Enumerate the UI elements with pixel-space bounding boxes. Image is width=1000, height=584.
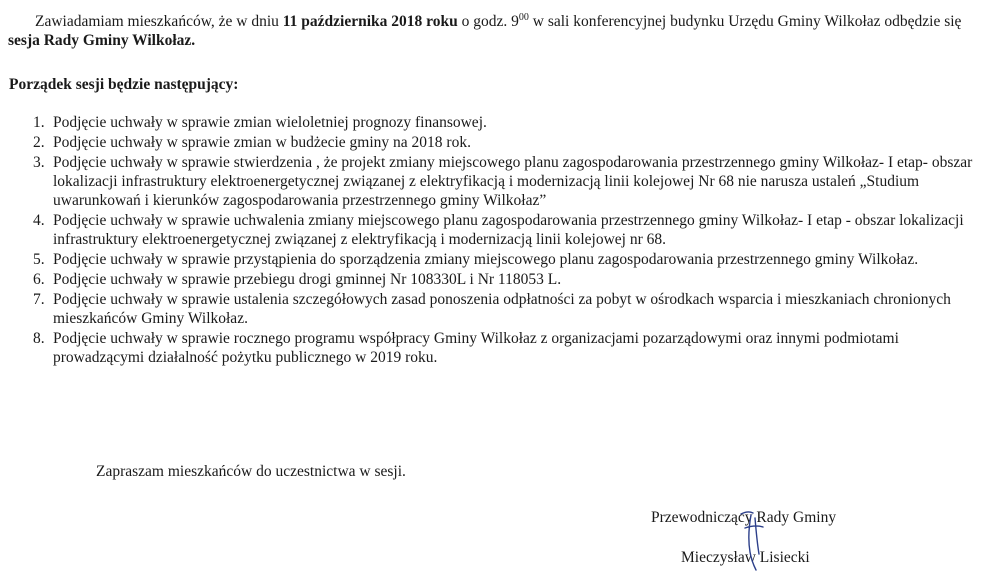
agenda-item-number: 2. bbox=[33, 134, 45, 151]
session-date: 11 października 2018 roku bbox=[282, 13, 458, 30]
agenda-item bbox=[33, 211, 988, 249]
agenda-item-text: Podjęcie uchwały w sprawie zmian w budżecie gminy na 2018 rok. bbox=[53, 134, 471, 151]
agenda-item-text: Podjęcie uchwały w sprawie uchwalenia zmiany miejscowego planu zagospodarowania przestrzennego gminy Wilkołaz- I etap - obszar lokalizacji infrastruktury elektroenergetycznej związanej z elektryfikacją i modernizacją linii kolejowej nr 68. bbox=[53, 212, 964, 248]
intro-text-1: Zawiadamiam mieszkańców, że w dniu bbox=[35, 13, 283, 30]
agenda-item-number: 7. bbox=[33, 291, 45, 308]
agenda-list bbox=[33, 113, 988, 368]
agenda-item bbox=[33, 133, 988, 152]
agenda-item-text: Podjęcie uchwały w sprawie przystąpienia do sporządzenia zmiany miejscowego planu zagospodarowania przestrzennego gminy Wilkołaz. bbox=[53, 251, 919, 268]
agenda-item-number: 8. bbox=[33, 330, 45, 347]
intro-text-3: w sali konferencyjnej budynku Urzędu Gminy Wilkołaz odbędzie się bbox=[528, 13, 962, 30]
agenda-item-text: Podjęcie uchwały w sprawie zmian wieloletniej prognozy finansowej. bbox=[53, 114, 487, 131]
agenda-item bbox=[33, 290, 988, 328]
agenda-item-text: Podjęcie uchwały w sprawie przebiegu drogi gminnej Nr 108330L i Nr 118053 L. bbox=[53, 271, 562, 288]
session-name: sesja Rady Gminy Wilkołaz. bbox=[8, 32, 196, 49]
intro-text-2: o godz. 9 bbox=[457, 13, 519, 30]
agenda-item bbox=[33, 153, 988, 210]
agenda-item-number: 6. bbox=[33, 271, 45, 288]
agenda-item-number: 3. bbox=[33, 154, 45, 171]
time-minutes: 00 bbox=[518, 11, 529, 23]
agenda-item-text: Podjęcie uchwały w sprawie ustalenia szczegółowych zasad ponoszenia odpłatności za pobyt w ośrodkach wsparcia i mieszkaniach chronionych mieszkańców Gminy Wilkołaz. bbox=[53, 291, 951, 327]
signatory-role: Przewodniczący Rady Gminy bbox=[651, 509, 837, 526]
intro-paragraph bbox=[8, 12, 993, 50]
agenda-item bbox=[33, 250, 988, 269]
invitation-text: Zapraszam mieszkańców do uczestnictwa w sesji. bbox=[96, 463, 406, 480]
agenda-item-number: 4. bbox=[33, 212, 45, 229]
agenda-item-text: Podjęcie uchwały w sprawie rocznego programu współpracy Gminy Wilkołaz z organizacjami pozarządowymi oraz innymi podmiotami prowadzącymi działalność pożytku publicznego w 2019 roku. bbox=[53, 330, 899, 366]
signatory-name: Mieczysław Lisiecki bbox=[681, 549, 810, 566]
agenda-item bbox=[33, 329, 988, 367]
agenda-item-number: 1. bbox=[33, 114, 45, 131]
agenda-item bbox=[33, 270, 988, 289]
agenda-item bbox=[33, 113, 988, 132]
agenda-item-number: 5. bbox=[33, 251, 45, 268]
agenda-heading: Porządek sesji będzie następujący: bbox=[9, 76, 239, 93]
agenda-item-text: Podjęcie uchwały w sprawie stwierdzenia , że projekt zmiany miejscowego planu zagospodarowania przestrzennego gminy Wilkołaz- I etap- obszar lokalizacji infrastruktury elektroenergetycznej związanej z elektryfikacją i modernizacją linii kolejowej Nr 68 nie narusza ustaleń „Studium uwarunkowań i kierunków zagospodarowania przestrzennego gminy Wilkołaz” bbox=[53, 154, 973, 209]
